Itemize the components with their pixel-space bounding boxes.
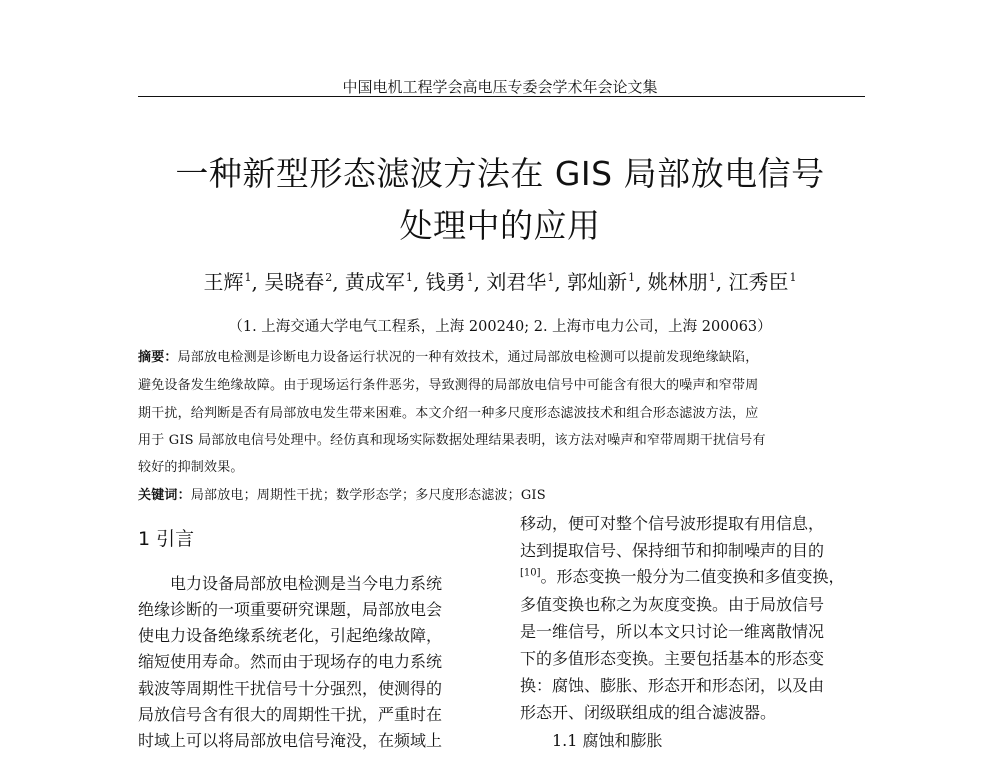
- abstract-line: 用于 GIS 局部放电信号处理中。经仿真和现场实际数据处理结果表明，该方法对噪声和窄带周期干扰信号有: [138, 433, 766, 448]
- author: 吴晓春: [264, 270, 325, 294]
- abstract-line: 较好的抑制效果。: [138, 460, 244, 475]
- author-affiliation-mark: 1: [547, 271, 555, 285]
- header-rule: [138, 96, 865, 97]
- body-text-line: 载波等周期性干扰信号十分强烈，使测得的: [138, 679, 443, 698]
- author: 姚林朋: [647, 270, 708, 294]
- paper-title-line-1: 一种新型形态滤波方法在 GIS 局部放电信号: [175, 154, 825, 193]
- citation-ref: [10]: [520, 567, 541, 579]
- keywords-label: 关键词：: [138, 488, 191, 503]
- author: 钱勇: [425, 270, 466, 294]
- paper-title-line-2: 处理中的应用: [399, 206, 601, 245]
- author-affiliation-mark: 1: [708, 271, 716, 285]
- body-text-line: 下的多值形态变换。主要包括基本的形态变: [520, 649, 825, 668]
- author-affiliation-mark: 1: [628, 271, 636, 285]
- author-affiliation-mark: 1: [405, 271, 413, 285]
- author: 王辉: [203, 270, 244, 294]
- author-list: 王辉$^1$, 吴晓春$^2$, 黄成军$^1$, 钱勇$^1$, 刘君华$^1$, 郭灿新$^1$, 姚林朋$^1$, 江秀臣$^1$: [203, 270, 797, 294]
- body-text-line: 绝缘诊断的一项重要研究课题，局部放电会: [138, 600, 443, 619]
- body-text-line: 使电力设备绝缘系统老化，引起绝缘故障，: [138, 626, 443, 645]
- abstract-label: 摘要：: [138, 350, 178, 365]
- body-text-line: 换：腐蚀、膨胀、形态开和形态闭，以及由: [520, 676, 825, 695]
- body-text-line: 形态开、闭级联组成的组合滤波器。: [520, 703, 777, 722]
- body-text-line: 移动，便可对整个信号波形提取有用信息，: [520, 514, 825, 533]
- author-affiliation-mark: 1: [466, 271, 474, 285]
- section-heading: 1 引言: [138, 528, 195, 550]
- abstract-line: 期干扰，给判断是否有局部放电发生带来困难。本文介绍一种多尺度形态滤波技术和组合形态滤波方法，应: [138, 406, 759, 421]
- author-affiliation-mark: 2: [325, 271, 333, 285]
- keywords-text: 局部放电；周期性干扰；数学形态学；多尺度形态滤波；GIS: [190, 488, 546, 503]
- abstract-line: 避免设备发生绝缘故障。由于现场运行条件恶劣，导致测得的局部放电信号中可能含有很大的噪声和窄带周: [138, 378, 759, 393]
- author: 刘君华: [486, 270, 547, 294]
- body-text-line: 局放信号含有很大的周期性干扰，严重时在: [138, 705, 443, 724]
- author-affiliation-mark: 1: [789, 271, 797, 285]
- body-text-line: 时域上可以将局部放电信号淹没，在频域上: [138, 731, 443, 750]
- author: 郭灿新: [567, 270, 628, 294]
- running-header: 中国电机工程学会高电压专委会学术年会论文集: [342, 78, 658, 96]
- body-text-line: 多值变换也称之为灰度变换。由于局放信号: [520, 595, 825, 614]
- body-text-line: [10]。形态变换一般分为二值变换和多值变换，: [520, 567, 845, 586]
- abstract-line: 摘要：局部放电检测是诊断电力设备运行状况的一种有效技术，通过局部放电检测可以提前发现绝缘缺陷，: [138, 350, 759, 365]
- author: 江秀臣: [728, 270, 789, 294]
- body-text-line: 电力设备局部放电检测是当今电力系统: [170, 574, 443, 593]
- subsection-heading: 1.1 腐蚀和膨胀: [552, 731, 663, 750]
- body-text-line: 缩短使用寿命。然而由于现场存的电力系统: [138, 652, 443, 671]
- body-text-line: 达到提取信号、保持细节和抑制噪声的目的: [520, 541, 825, 560]
- body-text-line: 是一维信号，所以本文只讨论一维离散情况: [520, 622, 825, 641]
- affiliation: （1. 上海交通大学电气工程系，上海 200240; 2. 上海市电力公司，上海 200063）: [228, 319, 772, 335]
- author: 黄成军: [344, 270, 405, 294]
- keywords-line: [138, 484, 546, 503]
- author-affiliation-mark: 1: [244, 271, 252, 285]
